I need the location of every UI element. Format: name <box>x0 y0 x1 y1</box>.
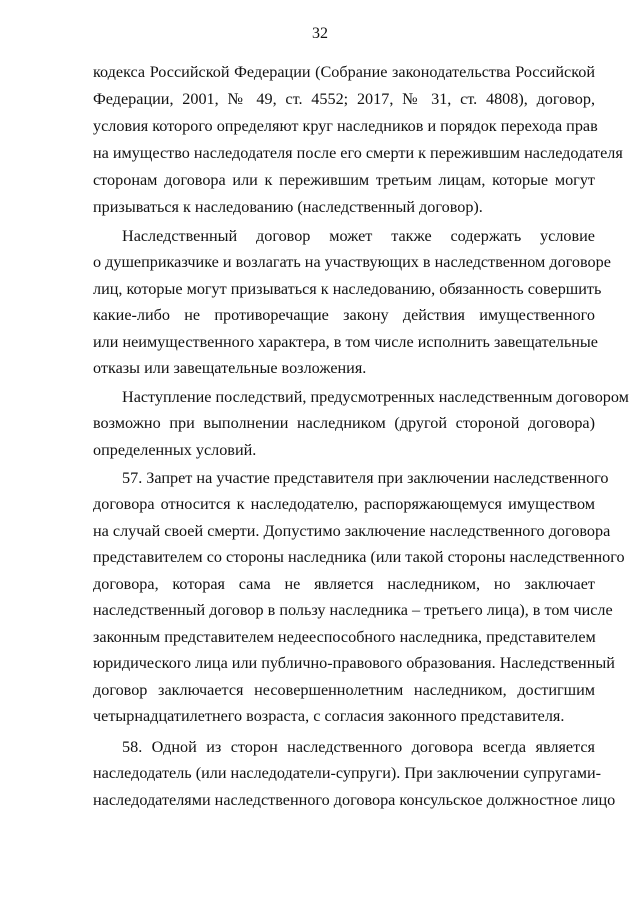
text-line: условия которого определяют круг наследников и порядок перехода прав <box>93 117 598 135</box>
text-line: четырнадцатилетнего возраста, с согласия законного представителя. <box>93 707 565 725</box>
text-line: какие-либо не противоречащие закону действия имущественного <box>93 306 595 324</box>
text-line: 58. Одной из сторон наследственного договора всегда является <box>122 738 595 756</box>
text-line: договор заключается несовершеннолетним наследником, достигшим <box>93 681 595 699</box>
text-line: законным представителем недееспособного наследника, представителем <box>93 628 596 646</box>
page-number: 32 <box>312 25 328 42</box>
text-line: наследодатель (или наследодатели-супруги). При заключении супругами- <box>93 764 602 782</box>
text-line: Наследственный договор может также содержать условие <box>122 227 595 245</box>
text-line: договора относится к наследодателю, распоряжающемуся имуществом <box>93 495 595 513</box>
text-line: наследственный договор в пользу наследника – третьего лица), в том числе <box>93 601 613 619</box>
text-line: определенных условий. <box>93 441 257 459</box>
text-line: призываться к наследованию (наследственный договор). <box>93 198 483 216</box>
text-line: юридического лица или публично-правового образования. Наследственный <box>93 654 615 672</box>
text-line: представителем со стороны наследника (или такой стороны наследственного <box>93 548 625 566</box>
text-line: 57. Запрет на участие представителя при заключении наследственного <box>122 469 609 487</box>
text-line: о душеприказчике и возлагать на участвующих в наследственном договоре <box>93 253 611 271</box>
text-line: на имущество наследодателя после его смерти к пережившим наследодателя <box>93 144 623 162</box>
text-line: отказы или завещательные возложения. <box>93 359 367 377</box>
text-line: лиц, которые могут призываться к наследованию, обязанность совершить <box>93 280 602 298</box>
text-line: на случай своей смерти. Допустимо заключение наследственного договора <box>93 522 611 540</box>
text-line: сторонам договора или к пережившим третьим лицам, которые могут <box>93 171 595 189</box>
text-line: наследодателями наследственного договора консульское должностное лицо <box>93 791 616 809</box>
text-line: Федерации, 2001, № 49, ст. 4552; 2017, № 31, ст. 4808), договор, <box>93 90 595 108</box>
text-line: кодекса Российской Федерации (Собрание законодательства Российской <box>93 63 595 81</box>
text-line: или неимущественного характера, в том числе исполнить завещательные <box>93 333 598 351</box>
text-line: возможно при выполнении наследником (другой стороной договора) <box>93 414 595 432</box>
text-line: договора, которая сама не является наследником, но заключает <box>93 575 595 593</box>
text-line: Наступление последствий, предусмотренных наследственным договором <box>122 388 629 406</box>
